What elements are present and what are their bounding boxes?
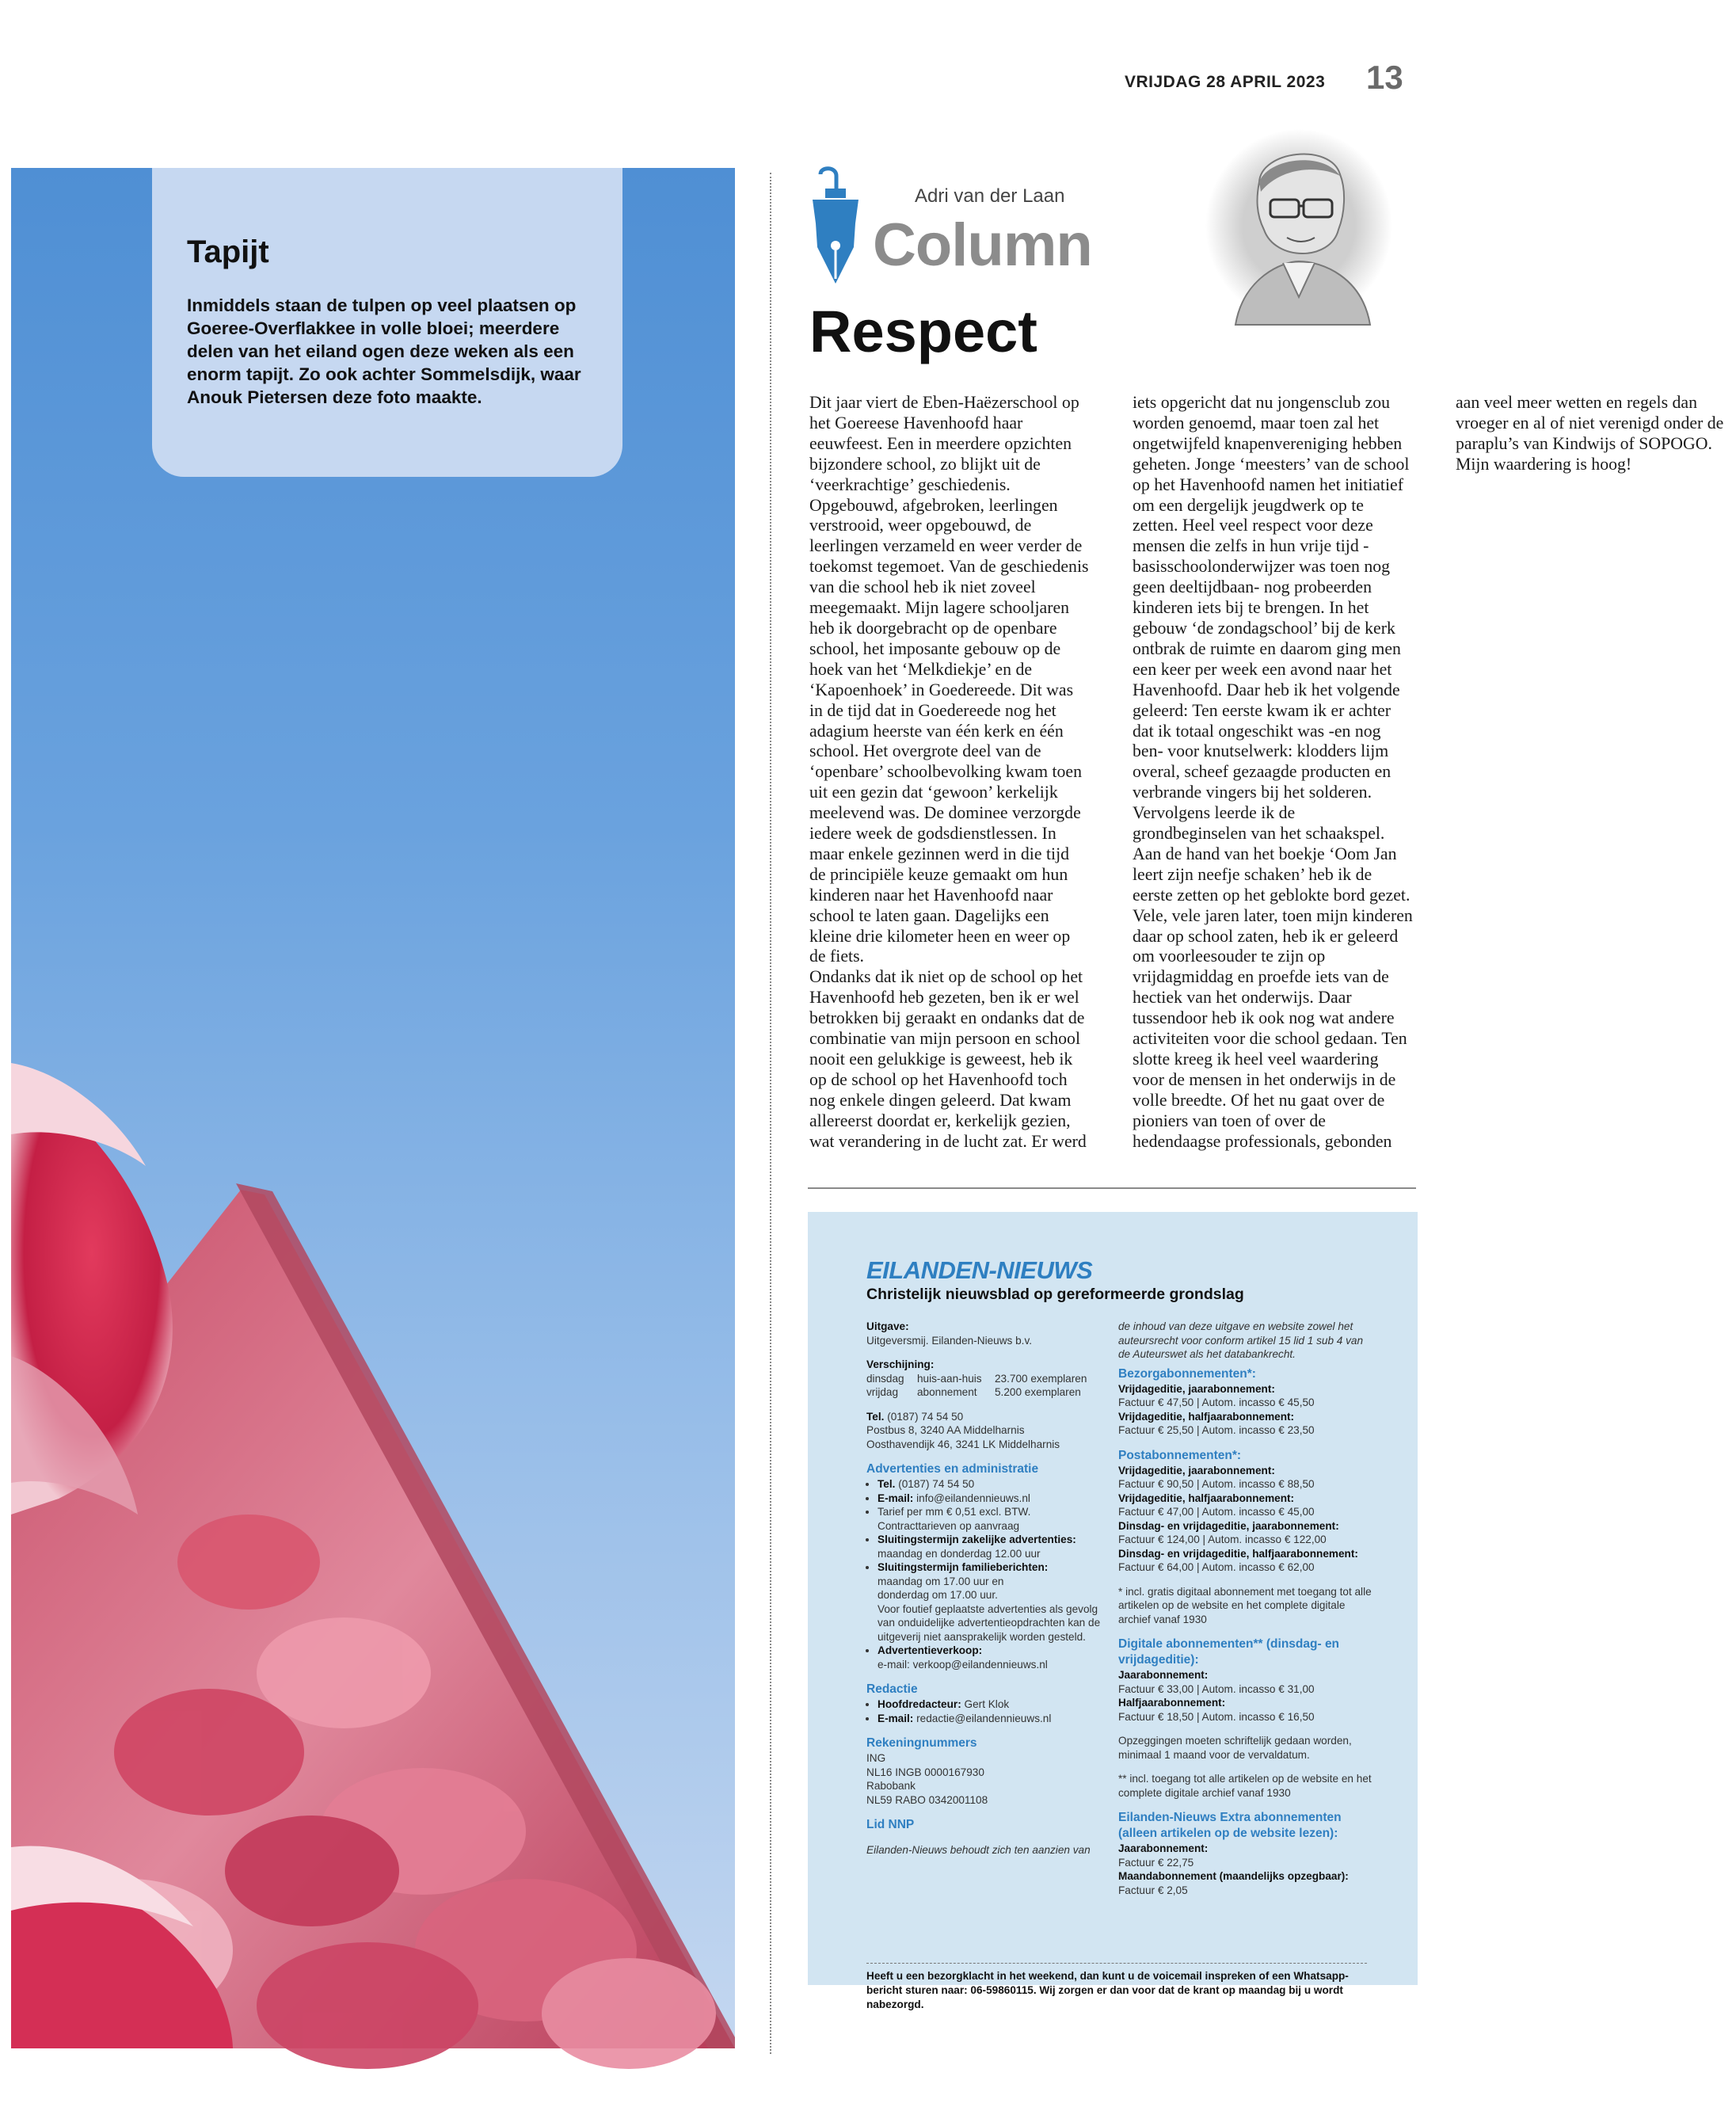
newspaper-subtitle: Christelijk nieuwsblad op gereformeerde grondslag	[866, 1286, 1244, 1303]
verschijning-dag: dinsdag	[866, 1372, 904, 1385]
sluit-familie-note: Voor foutief geplaatste advertenties als gevolg van onduidelijke advertentieopdrachten kan de uitgeverij niet aansprakelijk worden gesteld.	[878, 1602, 1101, 1643]
caption-text: Inmiddels staan de tulpen op veel plaatsen op Goeree-Overflakkee in volle bloei; meerdere delen van het eiland ogen deze weken als een enorm tapijt. Zo ook achter Sommelsdijk, waar Anouk Pietersen deze foto maakte.	[187, 295, 581, 407]
column-title: Respect	[809, 299, 1037, 364]
rekening-line: NL59 RABO 0342001108	[866, 1793, 988, 1806]
extra-heading: Eilanden-Nieuws Extra abonnementen (alleen artikelen op de website lezen):	[1118, 1811, 1342, 1840]
column-divider	[770, 173, 771, 2054]
rights-text: Eilanden-Nieuws behoudt zich ten aanzien van	[866, 1844, 1091, 1856]
adv-tel-value: (0187) 74 54 50	[898, 1478, 975, 1490]
abonnement-label: Vrijdageditie, halfjaarabonnement:	[1118, 1410, 1295, 1423]
verschijning-dag: vrijdag	[866, 1386, 899, 1398]
photo-caption-box	[152, 168, 622, 477]
column-article	[809, 393, 1724, 1169]
article-paragraph: Ondanks dat ik niet op de school op het Havenhoofd heb gezeten, ben ik er wel betrokken bij geraakt en ondanks dat de combinatie van mijn persoon en school nooit een gelukkige is geweest, heb ik op de school op het Havenhoofd toch nog enkele dingen geleerd. Dat kwam allereerst doordat er, kerkelijk gezien, wat verandering in de lucht zat. Er werd iets opgericht dat nu jongensclub zou worden genoemd, maar toen zal het ongetwijfeld knapenvereniging hebben geheten. Jonge ‘meesters’ van de school op het Havenhoofd namen het initiatief om een dergelijk jeugdwerk op te zetten. Heel veel respect voor deze mensen die zelfs in hun vrije tijd -basisschoolonderwijzer was toen nog geen deeltijdbaan- nog probeerden kinderen iets bij te brengen. In het gebouw ‘de zondagschool’ bij de kerk ontbrak de ruimte en daarom ging men een keer per week een avond naar het Havenhoofd. Daar heb ik het volgende geleerd: Ten eerste kwam ik er achter dat ik totaal ongeschikt was -en nog ben- voor knutselwerk: klodders lijm overal, scheef gezaagde producten en verbrande vingers bij het solderen. Vervolgens leerde ik de grondbeginselen van het schaakspel. Aan de hand van het boekje ‘Oom Jan leert zijn neefje schaken’ heb ik de eerste zetten op het geblokte bord gezet. Vele, vele jaren later, toen mijn kinderen daar op school zaten, heb ik er geleerd om voorleesouder te zijn op vrijdagmiddag en proefde iets van de hectiek van het onderwijs. Daar tussendoor heb ik ook nog wat andere activiteiten voor die school gedaan. Ten slotte kreeg ik heel veel waardering voor de mensen in het onderwijs in de volle breedte. Of het nu gaat over de pioniers van toen of over de hedendaagse professionals, gebonden aan veel meer wetten en regels dan vroeger en al of niet verenigd onder de paraplu’s van Kindwijs of SOPOGO. Mijn waardering is hoog!	[809, 393, 1724, 1151]
colophon-divider	[866, 1963, 1367, 1964]
address-line: Oosthavendijk 46, 3241 LK Middelharnis	[866, 1438, 1060, 1450]
abonnement-label: Jaarabonnement:	[1118, 1842, 1209, 1854]
sluit-familie-label: Sluitingstermijn familieberichten:	[878, 1561, 1049, 1573]
verschijning-type: huis-aan-huis	[917, 1372, 982, 1385]
hoofdred-label: Hoofdredacteur:	[878, 1698, 961, 1710]
colophon-right-column	[1118, 1320, 1372, 1897]
caption-title: Tapijt	[187, 234, 269, 269]
abonnement-prijs: Factuur € 47,00 | Autom. incasso € 45,00	[1118, 1506, 1315, 1518]
abonnement-prijs: Factuur € 2,05	[1118, 1884, 1188, 1896]
verkoop-value: e-mail: verkoop@eilandennieuws.nl	[878, 1658, 1048, 1671]
column-label: Column	[873, 211, 1092, 279]
sluit-familie: donderdag om 17.00 uur.	[878, 1589, 998, 1601]
tel-value: (0187) 74 54 50	[887, 1410, 964, 1423]
sluit-zakelijk: maandag en donderdag 12.00 uur	[878, 1547, 1041, 1560]
verschijning-row	[866, 1372, 1104, 1386]
bezorg-heading: Bezorgabonnementen*:	[1118, 1366, 1256, 1381]
advertenties-heading: Advertenties en administratie	[866, 1462, 1039, 1476]
page-number: 13	[1366, 59, 1403, 96]
post-heading: Postabonnementen*:	[1118, 1448, 1242, 1462]
rights-text-continued: de inhoud van deze uitgave en website zowel het auteursrecht voor conform artikel 15 lid 1 sub 4 van de Auteurswet als het databankrecht.	[1118, 1320, 1364, 1360]
adv-email-label: E-mail:	[878, 1492, 914, 1504]
tel-label: Tel.	[866, 1410, 885, 1423]
rekening-line: ING	[866, 1752, 886, 1764]
abonnement-prijs: Factuur € 90,50 | Autom. incasso € 88,50	[1118, 1478, 1315, 1490]
column-author: Adri van der Laan	[915, 185, 1065, 207]
abonnement-label: Jaarabonnement:	[1118, 1669, 1209, 1681]
opzeg-text: Opzeggingen moeten schriftelijk gedaan worden, minimaal 1 maand voor de vervaldatum.	[1118, 1735, 1352, 1761]
abonnement-label: Halfjaarabonnement:	[1118, 1697, 1226, 1709]
verschijning-label: Verschijning:	[866, 1358, 935, 1370]
abonnement-prijs: Factuur € 47,50 | Autom. incasso € 45,50	[1118, 1396, 1315, 1408]
verschijning-row	[866, 1385, 1104, 1400]
footnote: ** incl. toegang tot alle artikelen op de website en het complete digitale archief vanaf 1930	[1118, 1773, 1372, 1799]
verschijning-type: abonnement	[917, 1386, 977, 1398]
abonnement-prijs: Factuur € 64,00 | Autom. incasso € 62,00	[1118, 1561, 1315, 1573]
article-paragraph: Dit jaar viert de Eben-Haëzerschool op het Goereese Havenhoofd haar eeuwfeest. Een in meerdere opzichten bijzondere school, zo blijkt uit de ‘veerkrachtige’ geschiedenis. Opgebouwd, afgebroken, leerlingen verstrooid, weer opgebouwd, de leerlingen verzameld en weer verder de toekomst tegemoet. Van de geschiedenis van die school heb ik niet zoveel meegemaakt. Mijn lagere schooljaren heb ik doorgebracht op de openbare school, het imposante gebouw op de hoek van het ‘Melkdiekje’ en de ‘Kapoenhoek’ in Goedereede. Dit was in de tijd dat in Goedereede nog het adagium heerste van één kerk en één school. Het overgrote deel van de ‘openbare’ schoolbevolking kwam toen uit een gezin dat ‘gewoon’ kerkelijk meelevend was. De dominee verzorgde iedere week de godsdienstlessen. In maar enkele gezinnen werd in die tijd de principiële keuze gemaakt om hun kinderen naar het Havenhoofd naar school te laten gaan. Dagelijks een kleine drie kilometer heen en weer op de fiets.	[809, 393, 1089, 966]
uitgave-value: Uitgeversmij. Eilanden-Nieuws b.v.	[866, 1334, 1033, 1347]
abonnement-label: Vrijdageditie, jaarabonnement:	[1118, 1382, 1275, 1395]
adv-email-value: info@eilandennieuws.nl	[916, 1492, 1030, 1504]
nnp-heading: Lid NNP	[866, 1818, 915, 1831]
abonnement-label: Vrijdageditie, jaarabonnement:	[1118, 1464, 1275, 1476]
newspaper-logo: EILANDEN-NIEUWS	[866, 1256, 1093, 1284]
rekening-heading: Rekeningnummers	[866, 1736, 977, 1750]
abonnement-label: Vrijdageditie, halfjaarabonnement:	[1118, 1492, 1295, 1504]
sluit-zakelijk-label: Sluitingstermijn zakelijke advertenties:	[878, 1534, 1076, 1545]
abonnement-label: Dinsdag- en vrijdageditie, halfjaarabonnement:	[1118, 1547, 1358, 1560]
abonnement-label: Dinsdag- en vrijdageditie, jaarabonnement:	[1118, 1519, 1339, 1532]
rekening-line: Rabobank	[866, 1780, 916, 1792]
verkoop-label: Advertentieverkoop:	[878, 1644, 983, 1656]
article-divider	[808, 1187, 1416, 1189]
verschijning-aantal: 23.700 exemplaren	[995, 1372, 1087, 1385]
verschijning-aantal: 5.200 exemplaren	[995, 1386, 1081, 1398]
red-email-label: E-mail:	[878, 1712, 914, 1724]
contract: Contracttarieven op aanvraag	[878, 1519, 1020, 1532]
abonnement-label: Maandabonnement (maandelijks opzegbaar):	[1118, 1870, 1349, 1882]
abonnement-prijs: Factuur € 25,50 | Autom. incasso € 23,50	[1118, 1424, 1315, 1436]
digitaal-heading: Digitale abonnementen** (dinsdag- en vrijdageditie):	[1118, 1637, 1340, 1667]
adv-tel-label: Tel.	[878, 1478, 896, 1490]
abonnement-prijs: Factuur € 18,50 | Autom. incasso € 16,50	[1118, 1710, 1315, 1723]
address-line: Postbus 8, 3240 AA Middelharnis	[866, 1424, 1025, 1436]
tarief: Tarief per mm € 0,51 excl. BTW.	[878, 1506, 1031, 1518]
colophon-box	[808, 1212, 1418, 2010]
page-date: VRIJDAG 28 APRIL 2023	[1125, 73, 1326, 91]
redactie-heading: Redactie	[866, 1682, 918, 1696]
abonnement-prijs: Factuur € 124,00 | Autom. incasso € 122,00	[1118, 1534, 1327, 1545]
hoofdred-value: Gert Klok	[964, 1698, 1010, 1710]
sluit-familie: maandag om 17.00 uur en	[878, 1575, 1004, 1587]
rekening-line: NL16 INGB 0000167930	[866, 1766, 984, 1778]
abonnement-prijs: Factuur € 22,75	[1118, 1856, 1194, 1869]
fountain-pen-icon	[806, 168, 868, 287]
author-portrait	[1204, 127, 1394, 325]
uitgave-label: Uitgave:	[866, 1320, 909, 1332]
red-email-value: redactie@eilandennieuws.nl	[916, 1712, 1052, 1724]
colophon-left-column	[866, 1320, 1104, 1857]
footnote: * incl. gratis digitaal abonnement met toegang tot alle artikelen op de website en het complete digitale archief vanaf 1930	[1118, 1585, 1372, 1625]
abonnement-prijs: Factuur € 33,00 | Autom. incasso € 31,00	[1118, 1682, 1315, 1695]
bezorgklacht-text: Heeft u een bezorgklacht in het weekend, dan kunt u de voicemail inspreken of een Whatsapp-bericht sturen naar: 06-59860115. Wij zorgen er dan voor dat de krant op maandag bij u wordt nabezorgd.	[866, 1970, 1349, 2010]
